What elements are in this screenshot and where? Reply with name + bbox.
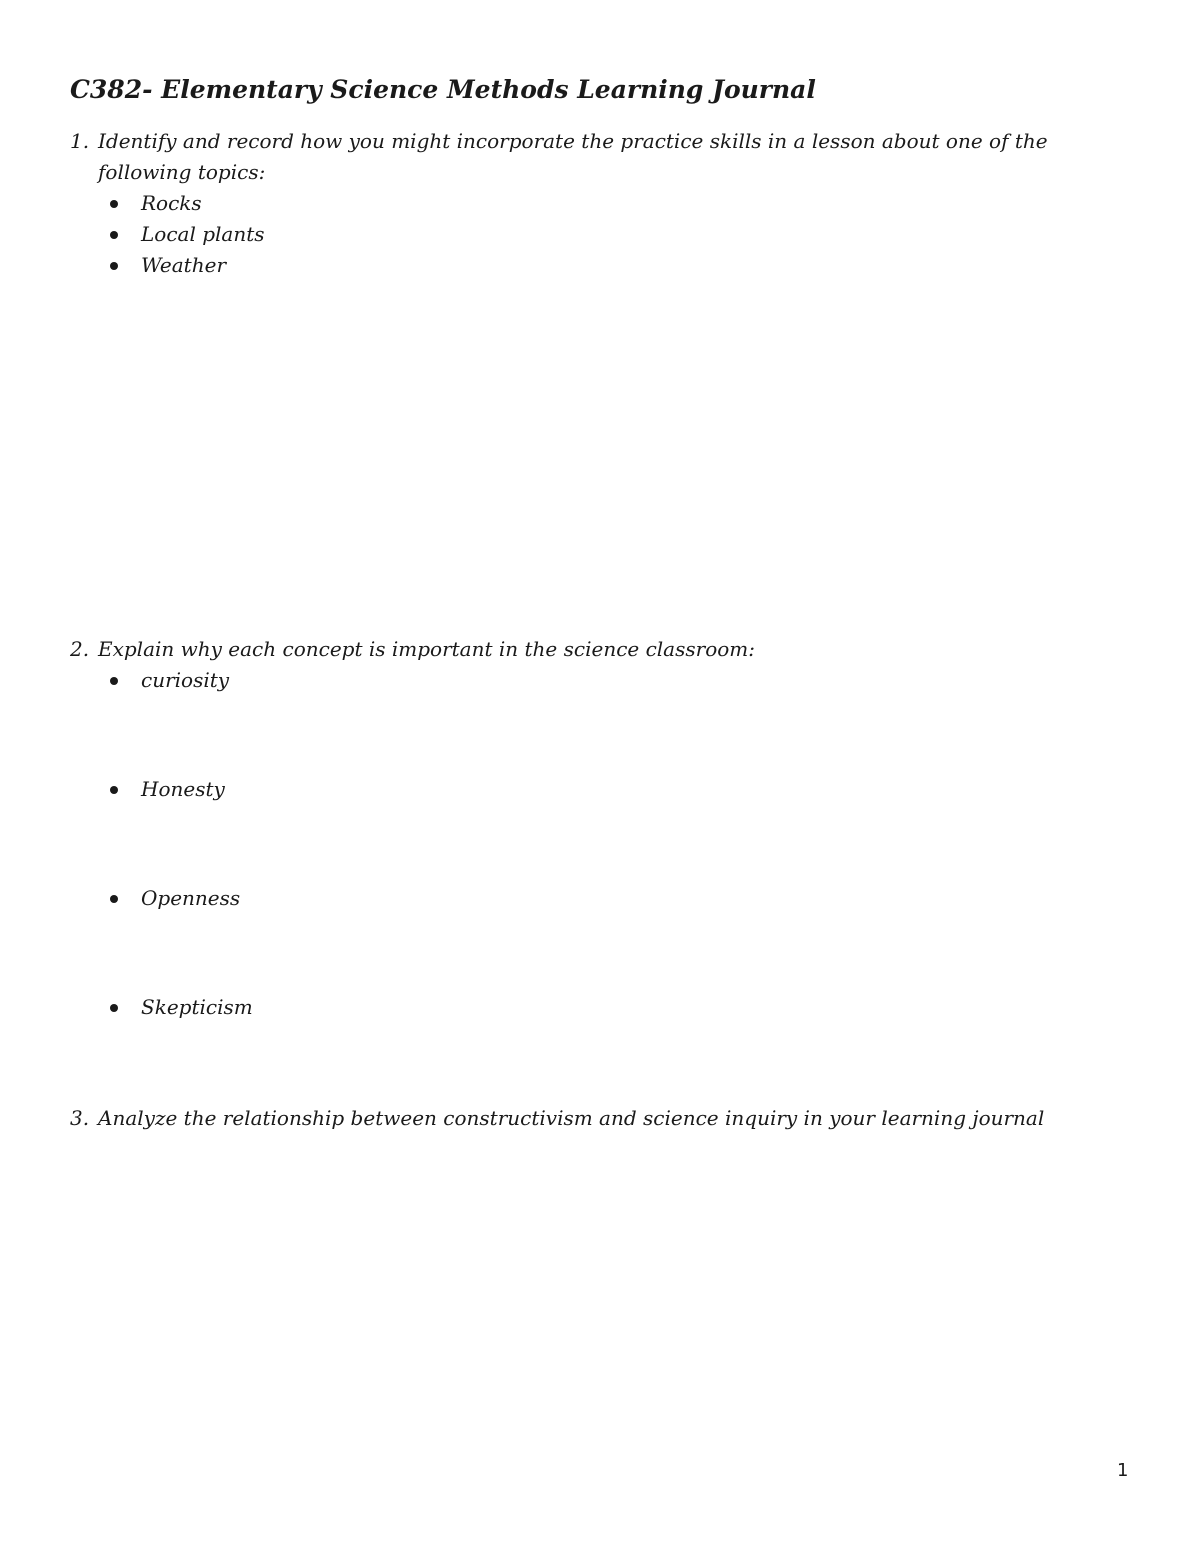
list-item-label: curiosity — [141, 668, 230, 692]
bullet-icon — [110, 262, 118, 270]
list-item-label: Skepticism — [141, 995, 253, 1019]
bullet-icon — [110, 200, 118, 208]
list-item — [70, 992, 1140, 1023]
document-title: C382- Elementary Science Methods Learning Journal — [70, 75, 816, 104]
bullet-icon — [110, 231, 118, 239]
list-item-label: Local plants — [141, 222, 265, 246]
concept-list — [70, 665, 1140, 1023]
question-number: 1. — [70, 129, 90, 153]
list-item — [70, 188, 1140, 219]
question-3 — [70, 1103, 1140, 1134]
list-item — [70, 250, 1140, 281]
question-number: 3. — [70, 1106, 90, 1130]
question-1 — [70, 126, 1140, 281]
list-item-label: Weather — [141, 253, 226, 277]
topic-list — [70, 188, 1140, 281]
list-item — [70, 883, 1140, 914]
page-number: 1 — [1117, 1460, 1129, 1481]
bullet-icon — [110, 895, 118, 903]
bullet-icon — [110, 1004, 118, 1012]
list-item — [70, 219, 1140, 250]
question-number: 2. — [70, 637, 90, 661]
question-text: Explain why each concept is important in the science classroom: — [98, 637, 755, 661]
question-text: Identify and record how you might incorporate the practice skills in a lesson about one of the following topics: — [98, 129, 1048, 184]
list-item-label: Rocks — [141, 191, 202, 215]
question-2 — [70, 634, 1140, 1023]
list-item-label: Openness — [141, 886, 241, 910]
list-item-label: Honesty — [141, 777, 225, 801]
list-item — [70, 774, 1140, 805]
question-text: Analyze the relationship between constructivism and science inquiry in your learning journal — [98, 1106, 1045, 1130]
list-item — [70, 665, 1140, 696]
bullet-icon — [110, 677, 118, 685]
bullet-icon — [110, 786, 118, 794]
